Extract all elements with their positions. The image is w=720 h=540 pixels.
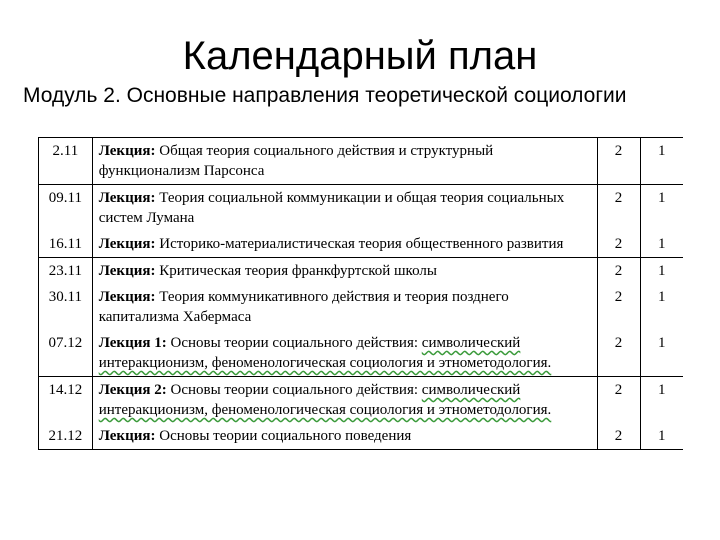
lecture-topic-text: Критическая теория франкфуртской школы xyxy=(159,263,437,279)
hours-value: 2 xyxy=(597,423,640,450)
lecture-label: Лекция: xyxy=(98,428,156,444)
table-row xyxy=(39,231,684,258)
lecture-label: Лекция: xyxy=(98,236,156,252)
lecture-date: 23.11 xyxy=(39,258,93,285)
lecture-topic-text: Общая теория социального действия и структурный функционализм Парсонса xyxy=(98,143,494,179)
lecture-topic-continuation: символический интеракционизм, феноменологическая социология и этнометодология. xyxy=(98,382,552,418)
lecture-topic-text: Теория коммуникативного действия и теория позднего капитализма Хабермаса xyxy=(98,289,509,325)
lecture-date: 07.12 xyxy=(39,330,93,377)
lecture-topic-text: Основы теории социального действия: xyxy=(170,335,419,351)
lecture-topic xyxy=(92,231,597,258)
hours-value: 2 xyxy=(597,258,640,285)
hours-value: 2 xyxy=(597,377,640,424)
lecture-topic-text: Основы теории социального поведения xyxy=(159,428,412,444)
lecture-topic xyxy=(92,138,597,185)
lecture-label: Лекция 2: xyxy=(98,382,167,398)
lecture-date: 2.11 xyxy=(39,138,93,185)
lecture-label: Лекция: xyxy=(98,289,156,305)
credit-value: 1 xyxy=(658,335,666,351)
lecture-topic xyxy=(92,284,597,330)
lecture-topic-text: Основы теории социального действия: xyxy=(170,382,419,398)
credit-value: 1 xyxy=(640,258,683,285)
schedule-table xyxy=(38,137,683,450)
hours-value: 2 xyxy=(597,284,640,330)
credit-value: 1 xyxy=(640,377,683,424)
credit-value: 1 xyxy=(640,138,683,185)
table-row xyxy=(39,138,684,185)
table-row xyxy=(39,330,684,377)
lecture-date: 16.11 xyxy=(39,231,93,258)
lecture-topic-text: Теория социальной коммуникации и общая теория социальных систем Лумана xyxy=(98,190,565,226)
table-row xyxy=(39,258,684,285)
lecture-label: Лекция 1: xyxy=(98,335,167,351)
lecture-date: 09.11 xyxy=(39,185,93,232)
hours-value: 2 xyxy=(597,330,640,377)
lecture-topic-continuation: символический интеракционизм, феноменологическая социология и этнометодология. xyxy=(98,335,552,371)
lecture-topic xyxy=(92,377,597,424)
lecture-date: 14.12 xyxy=(39,377,93,424)
table-row xyxy=(39,423,684,450)
lecture-topic xyxy=(92,185,597,232)
lecture-topic-text: Историко-материалистическая теория общественного развития xyxy=(159,236,564,252)
hours-value: 2 xyxy=(597,231,640,258)
slide-subtitle: Модуль 2. Основные направления теоретической социологии xyxy=(23,84,627,107)
table-row xyxy=(39,185,684,232)
lecture-label: Лекция: xyxy=(98,263,156,279)
hours-value: 2 xyxy=(597,138,640,185)
hours-value: 2 xyxy=(597,185,640,232)
credit-value: 1 xyxy=(658,289,666,305)
credit-value: 1 xyxy=(658,236,666,252)
lecture-label: Лекция: xyxy=(98,143,156,159)
lecture-label: Лекция: xyxy=(98,190,156,206)
lecture-topic xyxy=(92,330,597,377)
lecture-date: 21.12 xyxy=(39,423,93,450)
table-row xyxy=(39,377,684,424)
lecture-date: 30.11 xyxy=(39,284,93,330)
lecture-topic xyxy=(92,423,597,450)
credit-value: 1 xyxy=(640,423,683,450)
slide-title: Календарный план xyxy=(182,34,538,78)
credit-value: 1 xyxy=(640,185,683,232)
lecture-topic xyxy=(92,258,597,285)
table-row xyxy=(39,284,684,330)
